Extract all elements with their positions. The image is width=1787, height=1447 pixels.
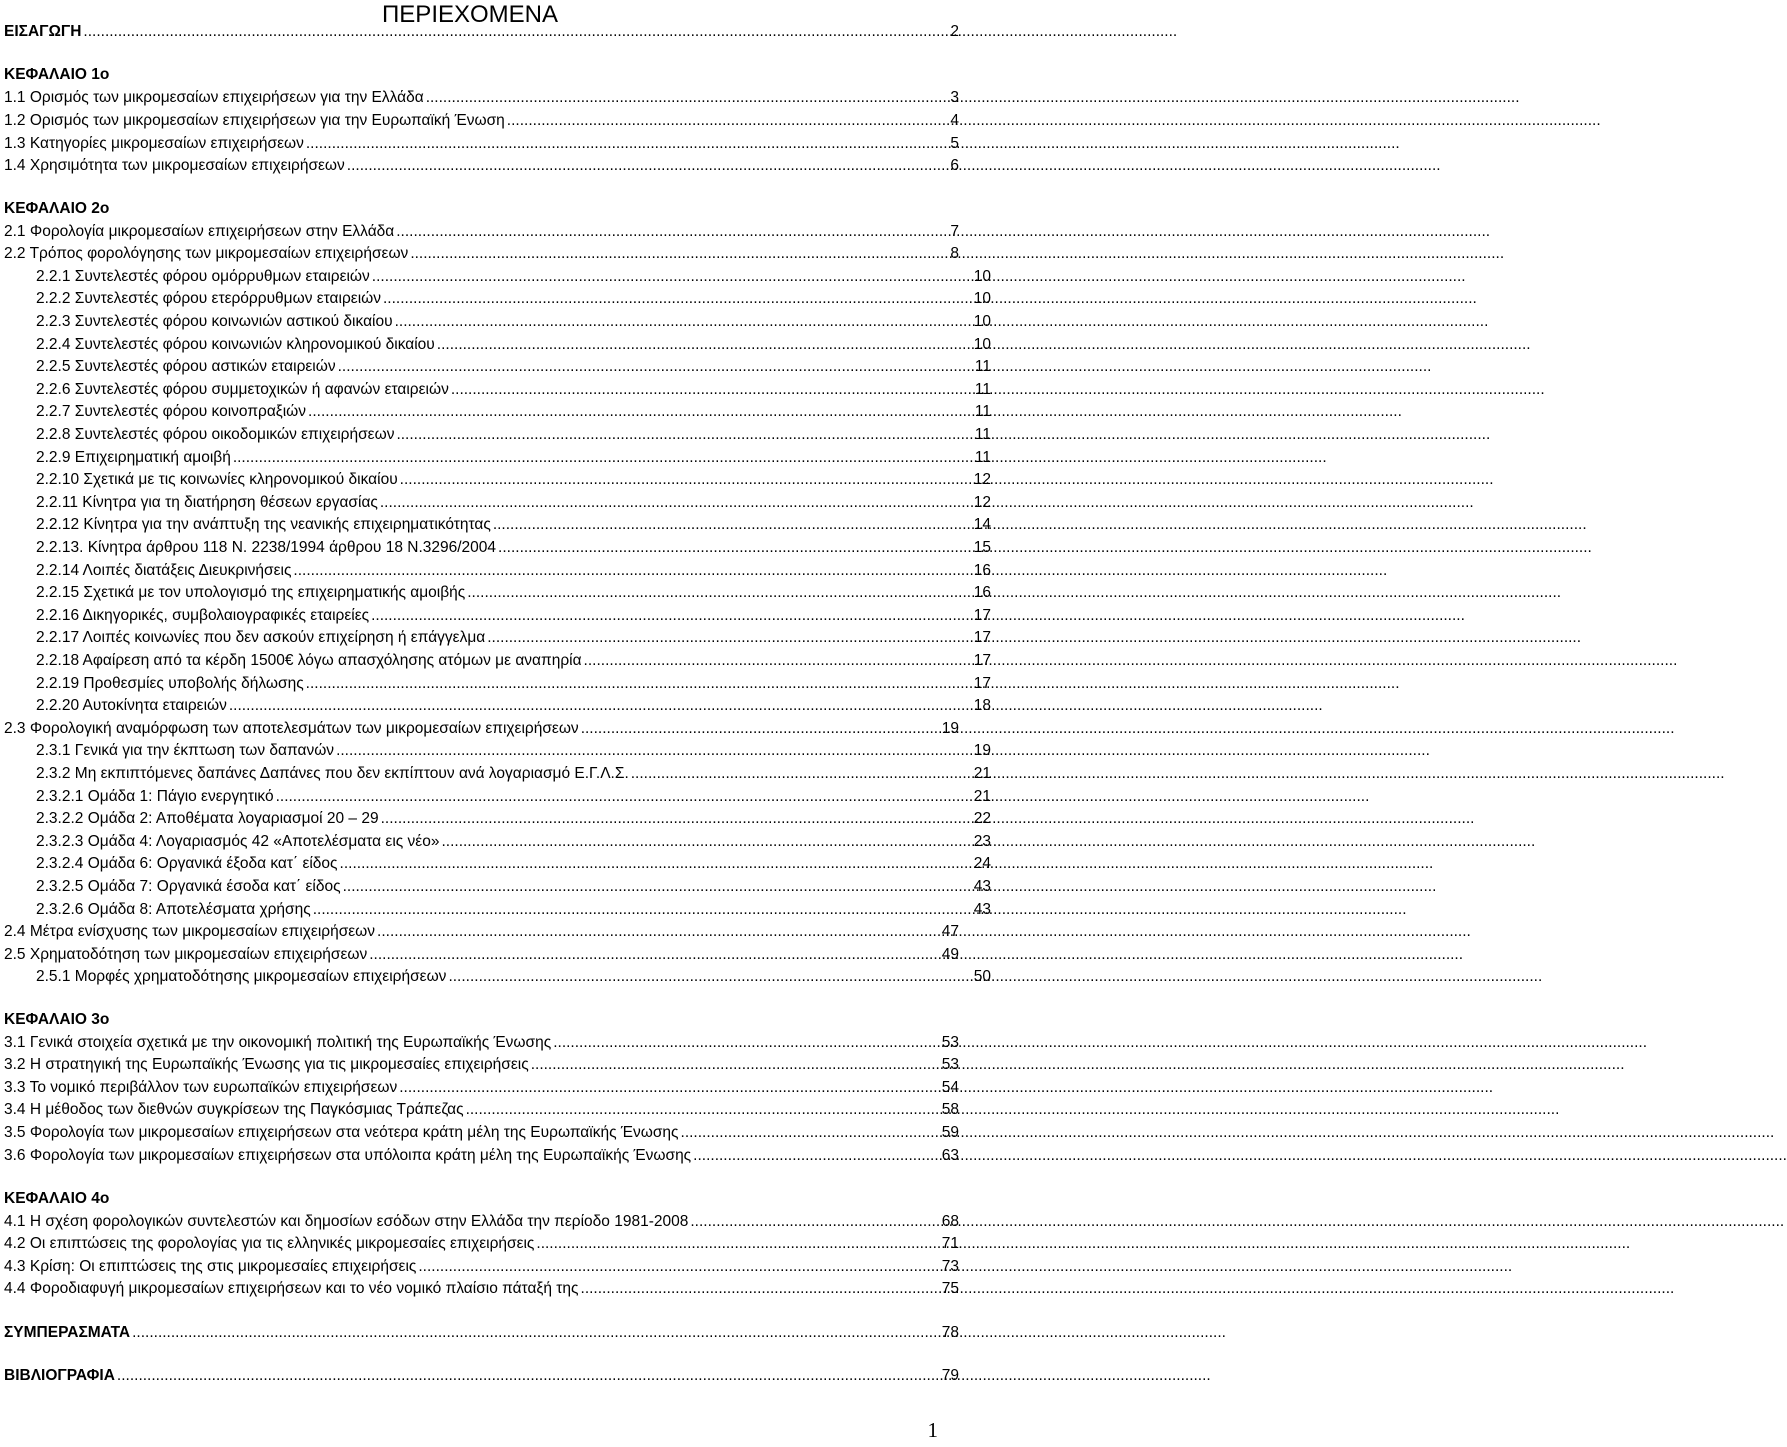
toc-leader-dots xyxy=(229,696,972,715)
toc-entry[interactable] xyxy=(36,467,991,489)
toc-leader-dots xyxy=(466,1100,940,1119)
toc-leader-dots xyxy=(371,606,972,625)
toc-leader-dots xyxy=(372,267,972,286)
toc-entry[interactable] xyxy=(36,761,991,783)
toc-leader-dots xyxy=(276,787,972,806)
toc-leader-dots xyxy=(83,22,948,41)
toc-leader-dots xyxy=(690,1212,939,1231)
toc-page-number: 18 xyxy=(973,697,991,714)
toc-entry-label: 2.3.1 Γενικά για την έκπτωση των δαπανών xyxy=(36,742,335,759)
toc-entry-label: 2.3.2.3 Ομάδα 4: Λογαριασμός 42 «Αποτελέσματα εις νέο» xyxy=(36,833,440,850)
toc-entry[interactable] xyxy=(4,108,959,130)
toc-entry-label: 3.6 Φορολογία των μικρομεσαίων επιχειρήσεων στα υπόλοιπα κράτη μέλη της Ευρωπαϊκής Ένωσης xyxy=(4,1147,692,1164)
toc-entry[interactable] xyxy=(4,1075,959,1097)
toc-entry-label: ΣΥΜΠΕΡΑΣΜΑΤΑ xyxy=(4,1324,131,1341)
toc-entry-label: 3.5 Φορολογία των μικρομεσαίων επιχειρήσεων στα νεότερα κράτη μέλη της Ευρωπαϊκής Ένωσης xyxy=(4,1124,679,1141)
toc-entry[interactable] xyxy=(36,671,991,693)
toc-entry-label: 2.2.11 Κίνητρα για τη διατήρηση θέσεων εργασίας xyxy=(36,494,378,511)
toc-page-number: 10 xyxy=(973,313,991,330)
toc-leader-dots xyxy=(448,967,971,986)
toc-entry-label: 2.3 Φορολογική αναμόρφωση των αποτελεσμάτων των μικρομεσαίων επιχειρήσεων xyxy=(4,720,579,737)
toc-entry-label: 2.2.13. Κίνητρα άρθρου 118 Ν. 2238/1994 άρθρου 18 Ν.3296/2004 xyxy=(36,539,497,556)
toc-page-number: 54 xyxy=(941,1079,959,1096)
toc-page-number: 10 xyxy=(973,268,991,285)
toc-page-number: 7 xyxy=(950,223,959,240)
toc-entry-label: 2.2.1 Συντελεστές φόρου ομόρρυθμων εταιρειών xyxy=(36,268,370,285)
toc-leader-dots xyxy=(233,448,973,467)
toc-leader-dots xyxy=(681,1123,940,1142)
toc-page-number: 43 xyxy=(973,901,991,918)
toc-page-number: 19 xyxy=(941,720,959,737)
toc-page-number: 53 xyxy=(941,1034,959,1051)
toc-entry[interactable] xyxy=(4,1209,959,1231)
toc-page-number: 14 xyxy=(973,516,991,533)
toc-entry[interactable] xyxy=(36,535,991,557)
toc-entry[interactable] xyxy=(36,897,991,919)
toc-leader-dots xyxy=(441,832,971,851)
toc-entry-label: 2.2.9 Επιχειρηματική αμοιβή xyxy=(36,449,231,466)
toc-page-number: 19 xyxy=(973,742,991,759)
toc-entry[interactable] xyxy=(36,625,991,647)
toc-entry[interactable] xyxy=(36,512,991,534)
toc-entry[interactable] xyxy=(36,445,991,467)
toc-leader-dots xyxy=(293,561,971,580)
toc-entry[interactable] xyxy=(4,1276,959,1298)
toc-page-number: 17 xyxy=(973,675,991,692)
toc-entry[interactable] xyxy=(36,738,991,760)
toc-entry-label: 2.3.2.6 Ομάδα 8: Αποτελέσματα χρήσης xyxy=(36,901,311,918)
toc-entry[interactable] xyxy=(4,153,959,175)
toc-entry[interactable] xyxy=(4,85,959,107)
toc-leader-dots xyxy=(381,809,972,828)
toc-section-heading[interactable] xyxy=(4,19,959,41)
toc-leader-dots xyxy=(395,312,972,331)
toc-entry-label: ΚΕΦΑΛΑΙΟ 1ο xyxy=(4,66,110,83)
toc-leader-dots xyxy=(306,674,972,693)
toc-entry[interactable] xyxy=(4,1254,959,1276)
toc-page-number: 50 xyxy=(973,968,991,985)
toc-leader-dots xyxy=(693,1146,940,1165)
toc-entry-label: 2.2 Τρόπος φορολόγησης των μικρομεσαίων επιχειρήσεων xyxy=(4,245,409,262)
toc-entry[interactable] xyxy=(36,286,991,308)
toc-entry-label: 1.1 Ορισμός των μικρομεσαίων επιχειρήσεων για την Ελλάδα xyxy=(4,89,424,106)
toc-entry-label: 2.3.2.1 Ομάδα 1: Πάγιο ενεργητικό xyxy=(36,788,274,805)
toc-entry-label: 2.2.12 Κίνητρα για την ανάπτυξη της νεανικής επιχειρηματικότητας xyxy=(36,516,491,533)
toc-entry-label: ΚΕΦΑΛΑΙΟ 3ο xyxy=(4,1011,110,1028)
toc-entry-label: ΚΕΦΑΛΑΙΟ 4ο xyxy=(4,1190,110,1207)
toc-chapter-heading xyxy=(4,1007,959,1029)
toc-entry[interactable] xyxy=(4,241,959,263)
toc-entry-label: 4.3 Κρίση: Οι επιπτώσεις της στις μικρομεσαίες επιχειρήσεις xyxy=(4,1258,417,1275)
toc-page-number: 10 xyxy=(973,290,991,307)
toc-entry-label: 3.1 Γενικά στοιχεία σχετικά με την οικονομική πολιτική της Ευρωπαϊκής Ένωσης xyxy=(4,1034,552,1051)
toc-entry-label: 2.2.8 Συντελεστές φόρου οικοδομικών επιχειρήσεων xyxy=(36,426,395,443)
toc-entry[interactable] xyxy=(36,851,991,873)
toc-entry-label: 2.2.5 Συντελεστές φόρου αστικών εταιρειών xyxy=(36,358,336,375)
toc-page-number: 23 xyxy=(973,833,991,850)
toc-leader-dots xyxy=(410,244,948,263)
toc-leader-dots xyxy=(369,945,940,964)
toc-page-number: 21 xyxy=(973,765,991,782)
toc-entry-label: 2.2.16 Δικηγορικές, συμβολαιογραφικές εταιρείες xyxy=(36,607,370,624)
toc-chapter-heading xyxy=(4,62,959,84)
toc-leader-dots xyxy=(531,1055,940,1074)
toc-entry-label: 4.4 Φοροδιαφυγή μικρομεσαίων επιχειρήσεων και το νέο νομικό πλαίσιο πάταξή της xyxy=(4,1280,579,1297)
toc-page-number: 12 xyxy=(973,494,991,511)
toc-chapter-heading xyxy=(4,196,959,218)
toc-entry[interactable] xyxy=(4,1120,959,1142)
toc-entry[interactable] xyxy=(36,648,991,670)
toc-entry-label: 2.4 Μέτρα ενίσχυσης των μικρομεσαίων επιχειρήσεων xyxy=(4,923,376,940)
toc-entry-label: 2.2.10 Σχετικά με τις κοινωνίες κληρονομικού δικαίου xyxy=(36,471,398,488)
toc-entry-label: 2.3.2.4 Ομάδα 6: Οργανικά έξοδα κατ΄ είδος xyxy=(36,855,338,872)
toc-leader-dots xyxy=(418,1257,939,1276)
toc-section-heading[interactable] xyxy=(4,1320,959,1342)
toc-leader-dots xyxy=(437,335,972,354)
toc-entry[interactable] xyxy=(4,919,959,941)
toc-page-number: 75 xyxy=(941,1280,959,1297)
toc-leader-dots xyxy=(132,1323,940,1342)
toc-entry-label: 2.2.6 Συντελεστές φόρου συμμετοχικών ή αφανών εταιρειών xyxy=(36,381,449,398)
toc-entry[interactable] xyxy=(4,716,959,738)
toc-entry-label: 4.1 Η σχέση φορολογικών συντελεστών και δημοσίων εσόδων στην Ελλάδα την περίοδο 1981-2008 xyxy=(4,1213,689,1230)
toc-entry-label: 2.2.14 Λοιπές διατάξεις Διευκρινήσεις xyxy=(36,562,292,579)
toc-leader-dots xyxy=(338,357,973,376)
toc-leader-dots xyxy=(451,380,973,399)
toc-entry-label: 1.4 Χρησιμότητα των μικρομεσαίων επιχειρήσεων xyxy=(4,157,345,174)
toc-leader-dots xyxy=(507,111,949,130)
toc-entry-label: ΚΕΦΑΛΑΙΟ 2ο xyxy=(4,200,110,217)
toc-leader-dots xyxy=(467,583,972,602)
toc-leader-dots xyxy=(487,628,972,647)
toc-entry-label: 2.2.7 Συντελεστές φόρου κοινοπραξιών xyxy=(36,403,307,420)
toc-entry[interactable] xyxy=(36,580,991,602)
toc-section-heading[interactable] xyxy=(4,1363,959,1385)
toc-entry[interactable] xyxy=(4,1231,959,1253)
toc-entry[interactable] xyxy=(36,558,991,580)
toc-entry-label: 2.3.2.5 Ομάδα 7: Οργανικά έσοδα κατ΄ είδος xyxy=(36,878,341,895)
toc-leader-dots xyxy=(336,741,972,760)
toc-entry[interactable] xyxy=(4,942,959,964)
toc-entry-label: 2.2.2 Συντελεστές φόρου ετερόρρυθμων εταιρειών xyxy=(36,290,381,307)
toc-page-number: 73 xyxy=(941,1258,959,1275)
toc-entry[interactable] xyxy=(4,219,959,241)
toc-page-number: 11 xyxy=(974,358,991,375)
toc-leader-dots xyxy=(553,1033,940,1052)
toc-leader-dots xyxy=(400,470,972,489)
toc-page-number: 11 xyxy=(974,449,991,466)
toc-entry-label: 2.2.19 Προθεσμίες υποβολής δήλωσης xyxy=(36,675,304,692)
toc-page-number: 24 xyxy=(973,855,991,872)
toc-entry-label: 2.2.17 Λοιπές κοινωνίες που δεν ασκούν επιχείρηση ή επάγγελμα xyxy=(36,629,486,646)
toc-page-number: 78 xyxy=(941,1324,959,1341)
toc-entry-label: ΒΙΒΛΙΟΓΡΑΦΙΑ xyxy=(4,1367,115,1384)
toc-page-number: 2 xyxy=(950,23,959,40)
toc-entry[interactable] xyxy=(36,829,991,851)
toc-page-number: 22 xyxy=(973,810,991,827)
toc-leader-dots xyxy=(426,88,949,107)
toc-entry[interactable] xyxy=(4,131,959,153)
toc-leader-dots xyxy=(117,1366,940,1385)
toc-page-number: 47 xyxy=(941,923,959,940)
toc-page-number: 17 xyxy=(973,607,991,624)
toc-page-number: 4 xyxy=(950,112,959,129)
toc-page-number: 43 xyxy=(973,878,991,895)
toc-page-number: 3 xyxy=(950,89,959,106)
toc-entry-label: 2.3.2 Μη εκπιπτόμενες δαπάνες Δαπάνες που δεν εκπίπτουν ανά λογαριασμό Ε.Γ.Λ.Σ. xyxy=(36,765,629,782)
toc-page-number: 5 xyxy=(950,135,959,152)
toc-entry-label: 2.5.1 Μορφές χρηματοδότησης μικρομεσαίων επιχειρήσεων xyxy=(36,968,447,985)
toc-entry-label: 2.2.20 Αυτοκίνητα εταιρειών xyxy=(36,697,227,714)
toc-page-number: 17 xyxy=(973,629,991,646)
toc-page-number: 11 xyxy=(974,403,991,420)
toc-entry[interactable] xyxy=(36,490,991,512)
toc-leader-dots xyxy=(377,922,940,941)
toc-entry[interactable] xyxy=(36,309,991,331)
toc-entry[interactable] xyxy=(36,964,991,986)
toc-entry-label: 2.1 Φορολογία μικρομεσαίων επιχειρήσεων στην Ελλάδα xyxy=(4,223,395,240)
toc-leader-dots xyxy=(306,134,949,153)
toc-leader-dots xyxy=(343,877,972,896)
toc-entry-label: 2.2.18 Αφαίρεση από τα κέρδη 1500€ λόγω απασχόλησης ατόμων με αναπηρία xyxy=(36,652,582,669)
toc-page-number: 58 xyxy=(941,1101,959,1118)
toc-entry-label: 2.3.2.2 Ομάδα 2: Αποθέματα λογαριασμοί 20 – 29 xyxy=(36,810,379,827)
toc-entry[interactable] xyxy=(36,603,991,625)
toc-entry[interactable] xyxy=(4,1097,959,1119)
toc-chapter-heading xyxy=(4,1186,959,1208)
footer-page-number: 1 xyxy=(927,1418,938,1442)
toc-page-number: 53 xyxy=(941,1056,959,1073)
toc-leader-dots xyxy=(581,719,940,738)
toc-entry[interactable] xyxy=(36,264,991,286)
toc-entry-label: 3.4 Η μέθοδος των διεθνών συγκρίσεων της Παγκόσμιας Τράπεζας xyxy=(4,1101,464,1118)
toc-leader-dots xyxy=(631,764,972,783)
toc-page-number: 16 xyxy=(973,562,991,579)
toc-entry[interactable] xyxy=(36,332,991,354)
toc-entry[interactable] xyxy=(36,354,991,376)
toc-entry[interactable] xyxy=(36,399,991,421)
toc-page-number: 15 xyxy=(973,539,991,556)
toc-leader-dots xyxy=(347,156,949,175)
toc-entry[interactable] xyxy=(4,1052,959,1074)
toc-page-number: 17 xyxy=(973,652,991,669)
toc-leader-dots xyxy=(581,1279,940,1298)
toc-entry-label: 3.2 Η στρατηγική της Ευρωπαϊκής Ένωσης για τις μικρομεσαίες επιχειρήσεις xyxy=(4,1056,529,1073)
toc-entry-label: 2.2.4 Συντελεστές φόρου κοινωνιών κληρονομικού δικαίου xyxy=(36,336,435,353)
toc-leader-dots xyxy=(399,1078,940,1097)
toc-leader-dots xyxy=(380,493,972,512)
toc-leader-dots xyxy=(313,900,972,919)
toc-page-number: 8 xyxy=(950,245,959,262)
toc-entry-label: 2.2.15 Σχετικά με τον υπολογισμό της επιχειρηματικής αμοιβής xyxy=(36,584,466,601)
toc-entry[interactable] xyxy=(36,806,991,828)
toc-entry[interactable] xyxy=(36,693,991,715)
toc-page-number: 11 xyxy=(974,426,991,443)
toc-leader-dots xyxy=(536,1234,939,1253)
toc-leader-dots xyxy=(396,425,972,444)
toc-entry-label: 3.3 Το νομικό περιβάλλον των ευρωπαϊκών επιχειρήσεων xyxy=(4,1079,398,1096)
toc-leader-dots xyxy=(498,538,972,557)
toc-entry[interactable] xyxy=(36,377,991,399)
toc-entry-label: 1.2 Ορισμός των μικρομεσαίων επιχειρήσεων για την Ευρωπαϊκή Ένωση xyxy=(4,112,505,129)
toc-entry[interactable] xyxy=(36,784,991,806)
toc-entry-label: ΕΙΣΑΓΩΓΗ xyxy=(4,23,82,40)
toc-page-number: 16 xyxy=(973,584,991,601)
toc-entry-label: 2.5 Χρηματοδότηση των μικρομεσαίων επιχειρήσεων xyxy=(4,946,368,963)
toc-entry[interactable] xyxy=(36,422,991,444)
toc-leader-dots xyxy=(584,651,972,670)
toc-leader-dots xyxy=(383,289,972,308)
toc-entry[interactable] xyxy=(4,1030,959,1052)
toc-entry-label: 1.3 Κατηγορίες μικρομεσαίων επιχειρήσεων xyxy=(4,135,304,152)
toc-page-number: 49 xyxy=(941,946,959,963)
toc-leader-dots xyxy=(493,515,972,534)
page-title: ΠΕΡΙΕΧΟΜΕΝΑ xyxy=(381,1,559,28)
toc-entry[interactable] xyxy=(4,1143,959,1165)
toc-entry[interactable] xyxy=(36,874,991,896)
toc-page-number: 68 xyxy=(941,1213,959,1230)
toc-page-number: 21 xyxy=(973,788,991,805)
toc-page-number: 6 xyxy=(950,157,959,174)
toc-page-number: 12 xyxy=(973,471,991,488)
toc-page-number: 63 xyxy=(941,1147,959,1164)
toc-page-number: 71 xyxy=(941,1235,959,1252)
toc-page-number: 10 xyxy=(973,336,991,353)
toc-leader-dots xyxy=(340,854,972,873)
toc-entry-label: 4.2 Οι επιπτώσεις της φορολογίας για τις ελληνικές μικρομεσαίες επιχειρήσεις xyxy=(4,1235,535,1252)
toc-leader-dots xyxy=(396,222,948,241)
toc-page-number: 59 xyxy=(941,1124,959,1141)
toc-page-number: 79 xyxy=(941,1367,959,1384)
toc-leader-dots xyxy=(308,402,973,421)
toc-page-number: 11 xyxy=(974,381,991,398)
toc-entry-label: 2.2.3 Συντελεστές φόρου κοινωνιών αστικού δικαίου xyxy=(36,313,393,330)
